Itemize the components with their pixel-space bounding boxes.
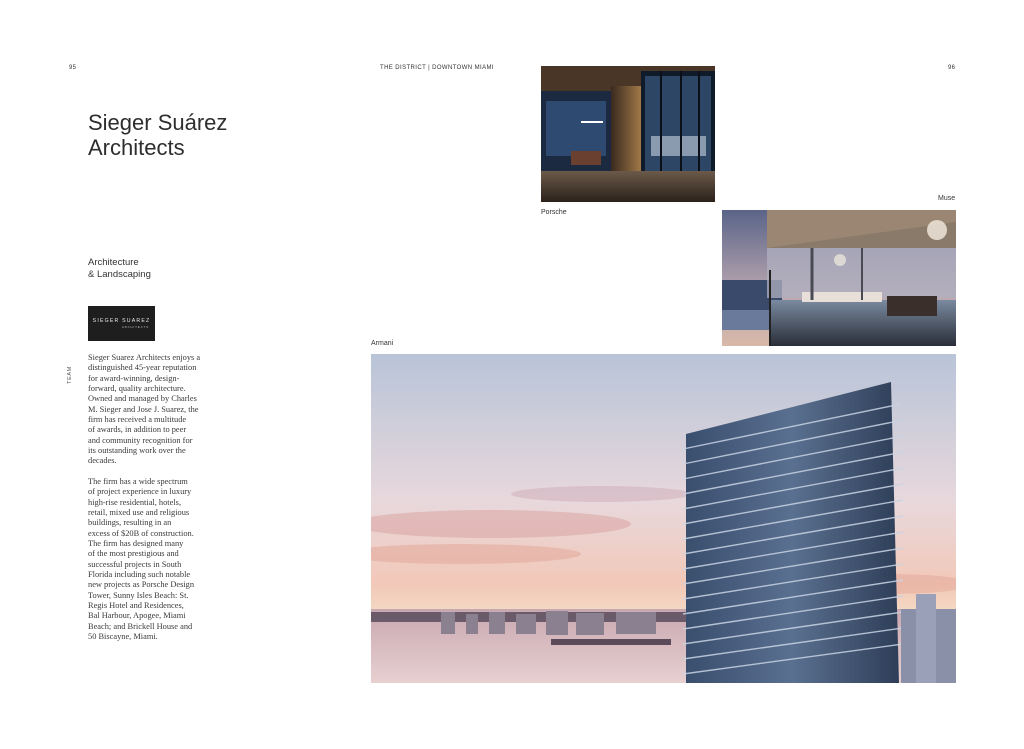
logo-subtext: ARCHITECTS [121, 325, 149, 329]
body-paragraph-2: The firm has a wide spectrum of project experience in luxury high-rise residential, hotels, retail, mixed use and religious buildings, resulting in an excess of $20B of construction. The firm has designed many of the most prestigious and successful projects in South Florida including such notable new projects as Porsche Design Tower, Sunny Isles Beach: St. Regis Hotel and Residences, Bal Harbour, Apogee, Miami Beach; and Brickell House and 50 Biscayne, Miami. [88, 477, 195, 642]
page-title: Sieger Suárez Architects [88, 110, 228, 160]
left-page-number: 95 [69, 65, 77, 71]
armani-photo [371, 354, 956, 683]
caption-armani: Armani [371, 340, 394, 347]
porsche-photo [541, 66, 715, 202]
right-page-number: 96 [948, 65, 956, 71]
section-side-label: TEAM [67, 366, 73, 384]
armani-tower-illustration [371, 354, 956, 683]
muse-interior-illustration [722, 210, 956, 346]
porsche-interior-illustration [541, 66, 715, 202]
caption-muse: Muse [938, 195, 956, 202]
muse-photo [722, 210, 956, 346]
caption-porsche: Porsche [541, 209, 567, 216]
page-subtitle: Architecture & Landscaping [88, 257, 151, 280]
company-logo [88, 306, 155, 341]
body-paragraph-1: Sieger Suarez Architects enjoys a distinguished 45-year reputation for award-winning, design- forward, quality architecture. Owned and managed by Charles M. Sieger and Jose J. Suarez, the firm has received a multitude of awards, in addition to peer and community recognition for its outstanding work over the decades. [88, 353, 201, 466]
logo-wordmark: SIEGER SUAREZ [92, 318, 151, 324]
running-header: THE DISTRICT | DOWNTOWN MIAMI [380, 65, 494, 71]
